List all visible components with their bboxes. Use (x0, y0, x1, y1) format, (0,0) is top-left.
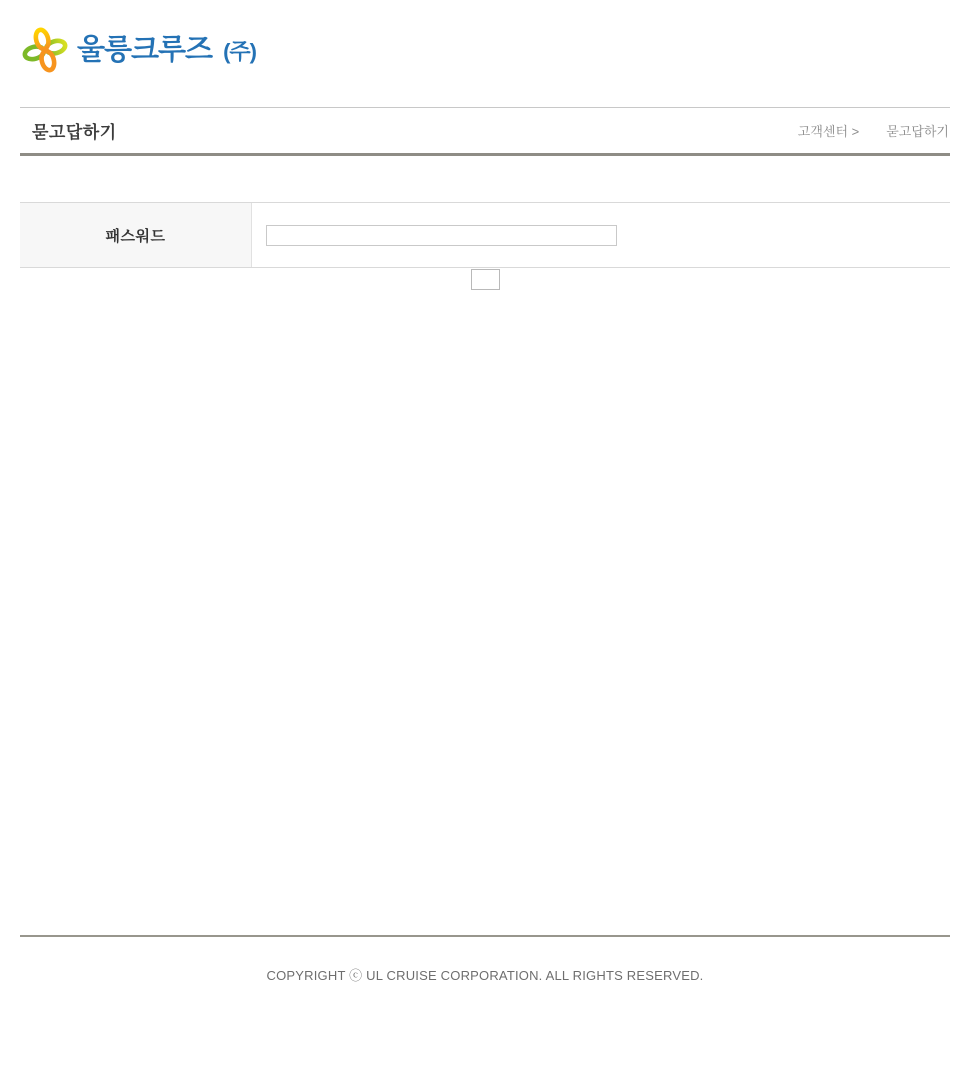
password-cell (252, 203, 950, 267)
company-logo[interactable] (22, 26, 256, 74)
footer (20, 935, 950, 984)
button-row (0, 269, 970, 290)
password-form-table (20, 202, 950, 268)
copyright-text: COPYRIGHT ⓒ UL CRUISE CORPORATION. ALL RIGHTS RESERVED. (266, 968, 704, 983)
breadcrumb-customer-center[interactable]: 고객센터 > (797, 124, 860, 139)
page-title-bar (20, 107, 950, 156)
password-label: 패스워드 (20, 203, 252, 267)
submit-button[interactable] (471, 269, 500, 290)
company-suffix: (주) (223, 38, 256, 64)
flower-logo-icon (22, 26, 68, 74)
password-input[interactable] (266, 225, 617, 246)
page-title: 묻고답하기 (32, 123, 117, 142)
breadcrumb (798, 121, 950, 140)
company-name: 울릉크루즈 (77, 33, 213, 66)
breadcrumb-qna-current: 묻고답하기 (886, 124, 949, 139)
